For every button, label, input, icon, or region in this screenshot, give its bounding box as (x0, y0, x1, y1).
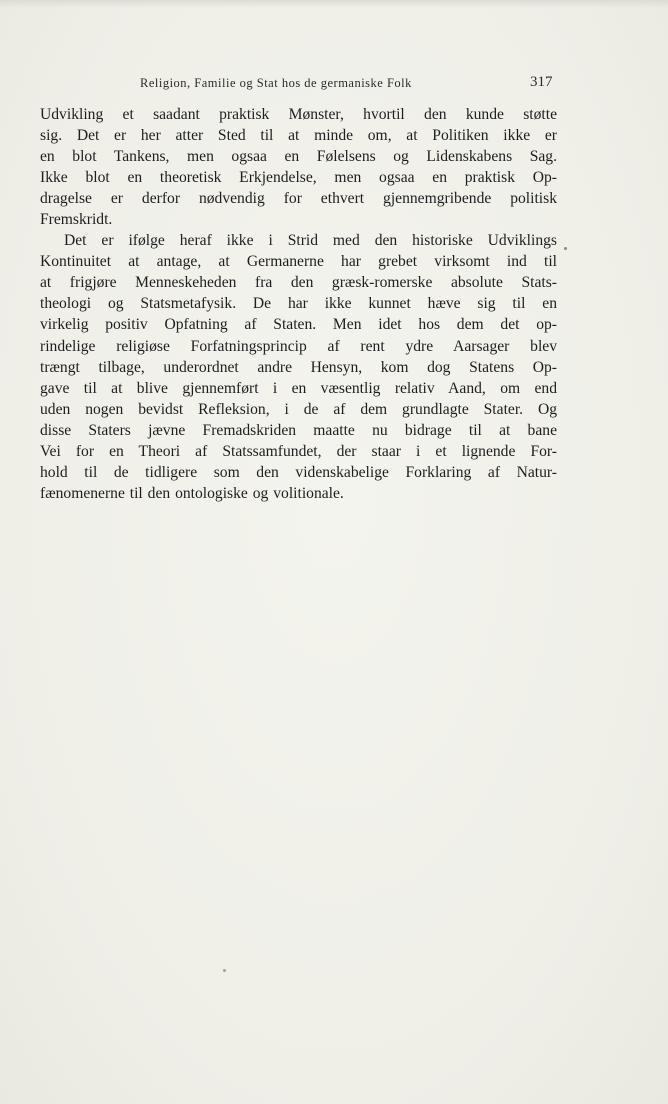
text-line: gave til at blive gjennemført i en væsentlig relativ Aand, om end (40, 379, 557, 397)
text-line: Kontinuitet at antage, at Germanerne har grebet virksomt ind til (40, 253, 557, 271)
text-line: sig. Det er her atter Sted til at minde om, at Politiken ikke er (40, 127, 557, 145)
text-line: en blot Tankens, men ogsaa en Følelsens og Lidenskabens Sag. (40, 148, 557, 166)
text-line: uden nogen bevidst Refleksion, i de af dem grundlagte Stater. Og (40, 400, 557, 418)
text-line: virkelig positiv Opfatning af Staten. Men idet hos dem det op- (40, 316, 557, 334)
running-header (0, 74, 668, 94)
text-line: hold til de tidligere som den videnskabelige Forklaring af Natur- (40, 463, 557, 481)
page-top-shadow (0, 0, 668, 8)
ink-speck (223, 969, 226, 972)
text-line: at frigjøre Menneskeheden fra den græsk-romerske absolute Stats- (40, 274, 557, 292)
text-line: rindelige religiøse Forfatningsprincip af rent ydre Aarsager blev (40, 337, 557, 355)
text-line: Vei for en Theori af Statssamfundet, der staar i et lignende For- (40, 442, 557, 460)
text-line: Udvikling et saadant praktisk Mønster, hvortil den kunde støtte (40, 106, 557, 123)
text-line: Ikke blot en theoretisk Erkjendelse, men ogsaa en praktisk Op- (40, 169, 557, 187)
body-text (40, 104, 557, 504)
text-line: Det er ifølge heraf ikke i Strid med den historiske Udviklings (64, 232, 557, 250)
text-line: Fremskridt. (40, 211, 113, 229)
text-line: disse Staters jævne Fremadskriden maatte nu bidrage til at bane (40, 421, 557, 439)
paragraph-2 (40, 230, 557, 504)
text-line: theologi og Statsmetafysik. De har ikke kunnet hæve sig til en (40, 295, 557, 313)
paragraph-1 (40, 104, 557, 230)
running-title: Religion, Familie og Stat hos de germaniske Folk (140, 76, 412, 90)
page-number: 317 (530, 74, 553, 90)
text-line: fænomenerne til den ontologiske og volitionale. (40, 484, 344, 502)
text-line: trængt tilbage, underordnet andre Hensyn, kom dog Statens Op- (40, 358, 557, 376)
text-line: dragelse er derfor nødvendig for ethvert gjennemgribende politisk (40, 190, 557, 208)
ink-speck (564, 247, 567, 250)
